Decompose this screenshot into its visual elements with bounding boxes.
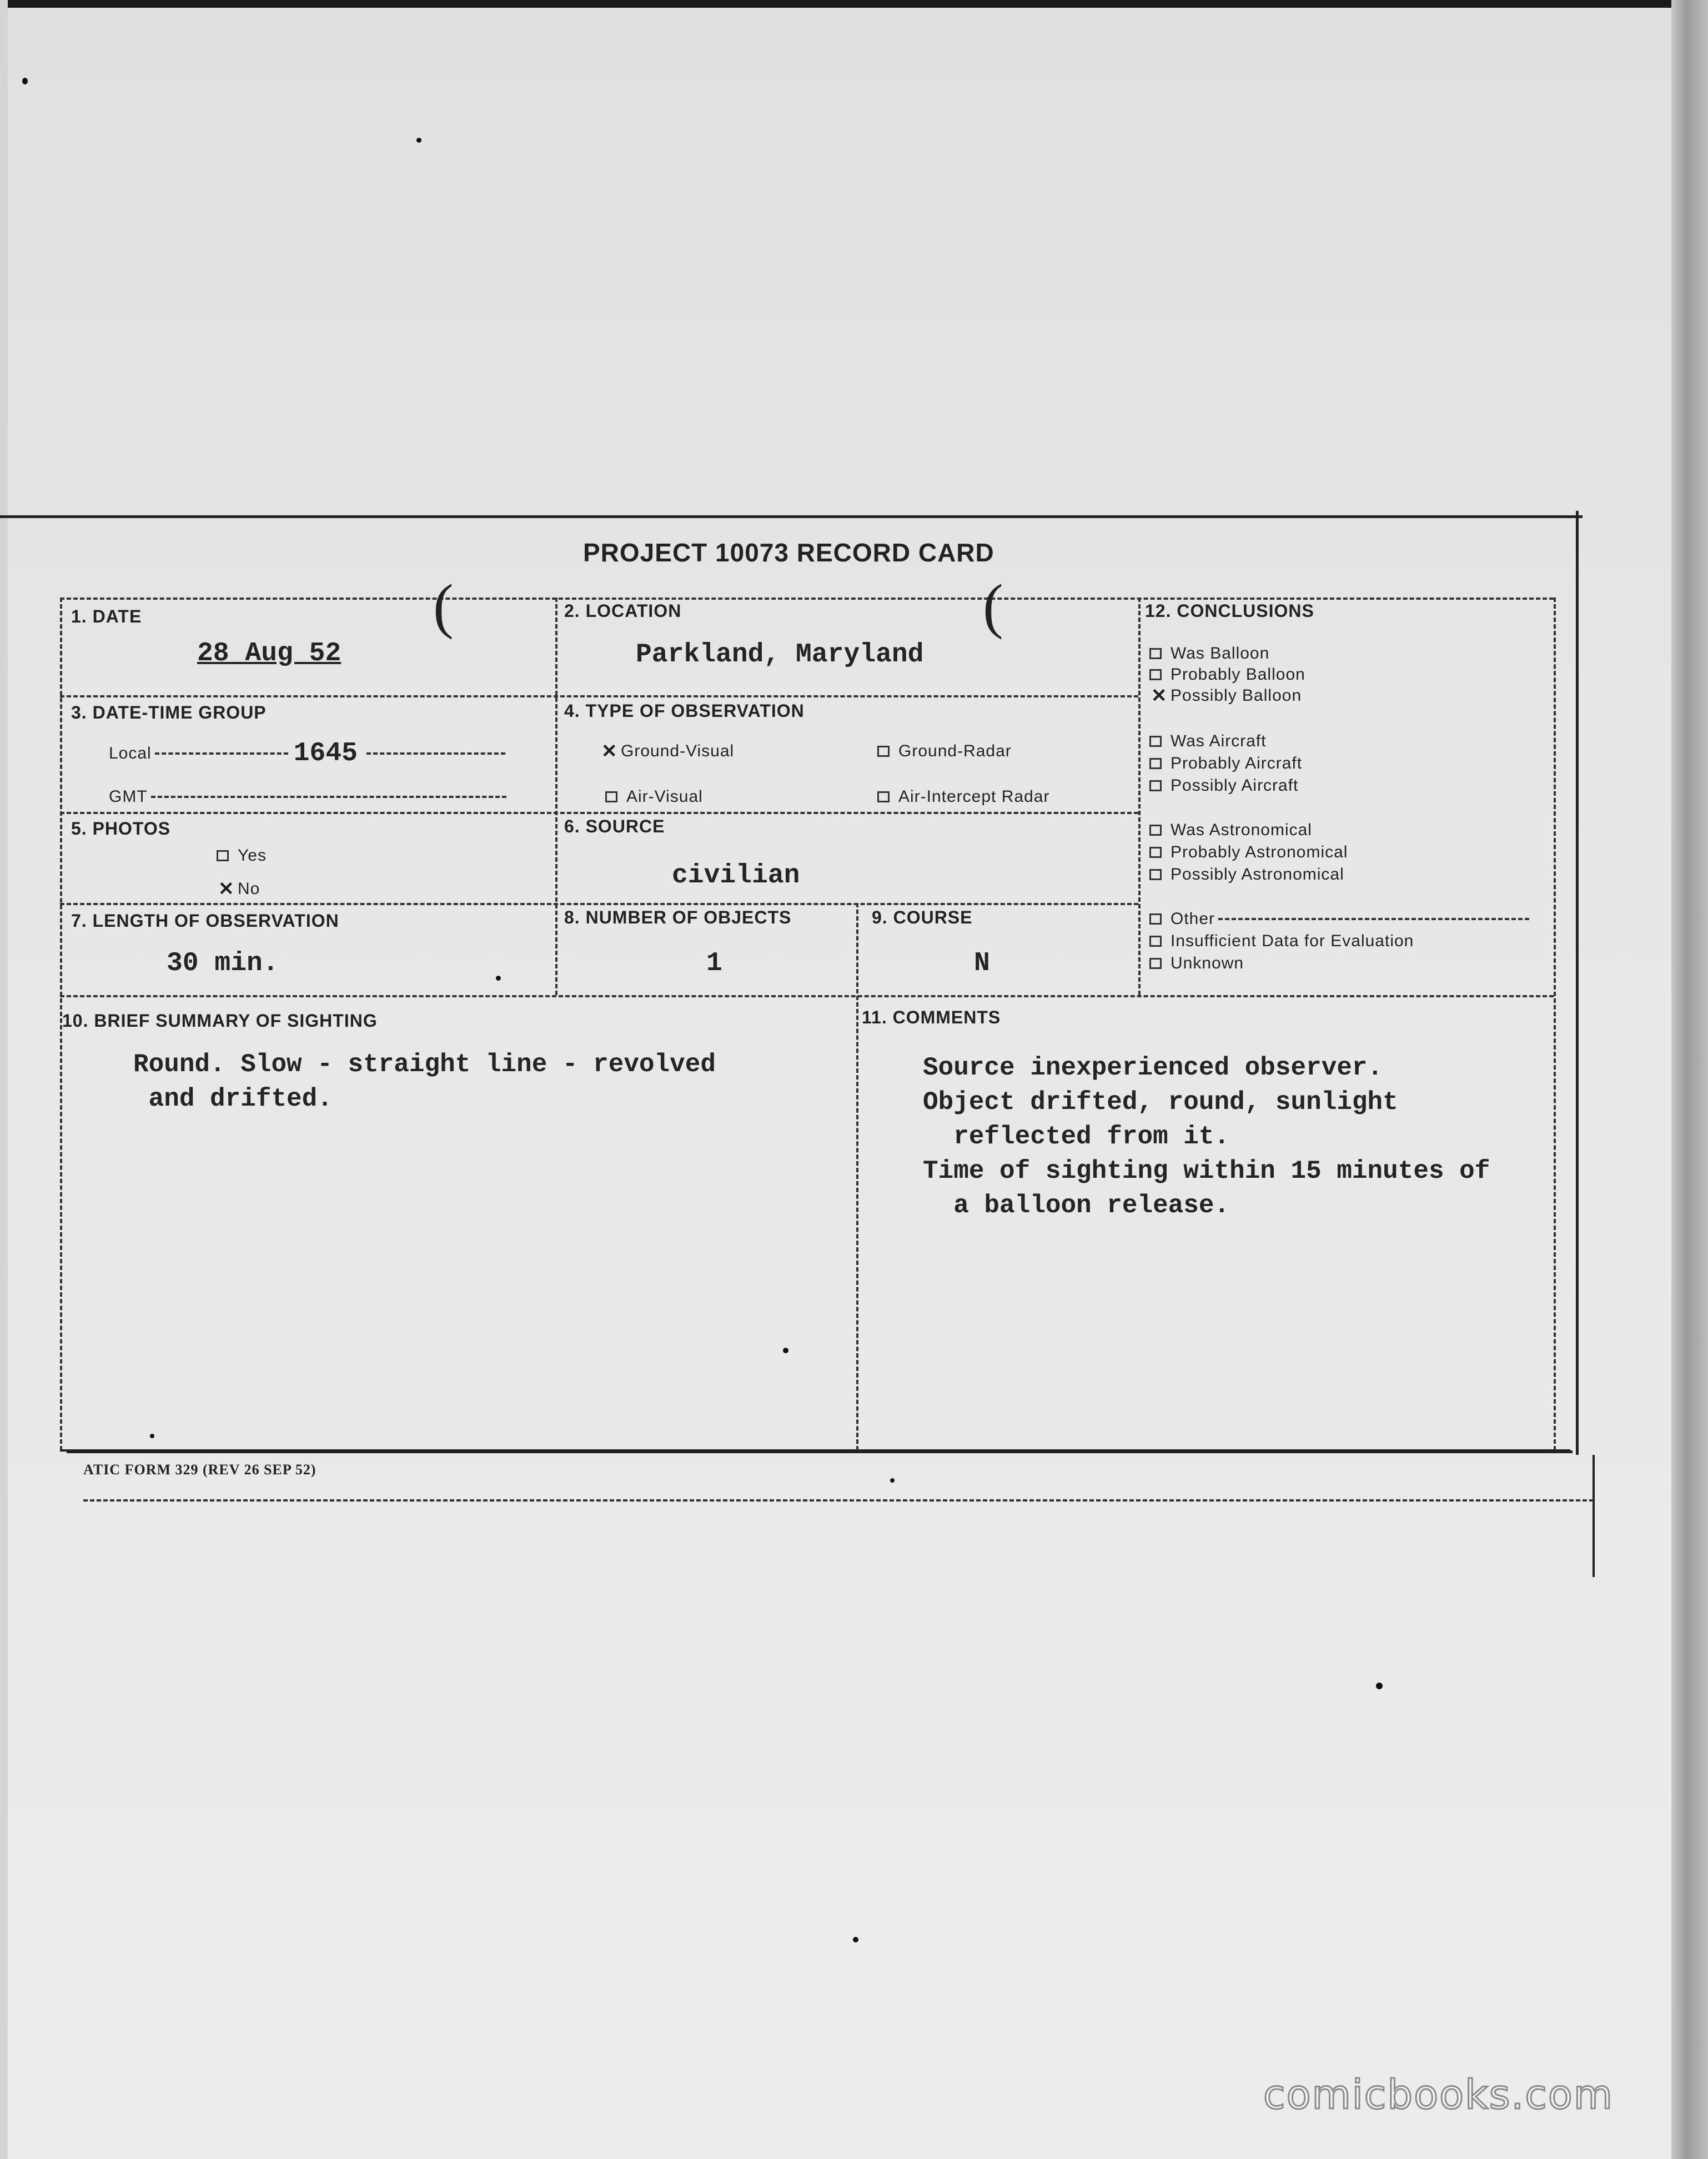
photos-option[interactable] [217,880,260,898]
comments-label: 11. COMMENTS [862,1007,1001,1027]
speck [783,1348,788,1353]
conclusion-option-label: Possibly Balloon [1171,686,1302,705]
grid-bottom [60,1449,1570,1452]
observation-option[interactable] [600,742,734,761]
location-label: 2. LOCATION [564,601,682,621]
checkbox-icon [1149,669,1162,680]
comments-text [923,1051,1490,1223]
date-time-group-label: 3. DATE-TIME GROUP [71,702,267,722]
form-id: ATIC FORM 329 (REV 26 SEP 52) [83,1462,317,1478]
checkbox-icon [1149,780,1162,791]
conclusion-option[interactable] [1149,686,1302,705]
conclusion-option-label: Probably Astronomical [1171,843,1348,861]
checkbox-icon [1149,869,1162,880]
conclusions-label: 12. CONCLUSIONS [1145,601,1314,621]
grid-divider-a [555,598,557,995]
gmt-rule [151,796,506,798]
date-value: 28 Aug 52 [197,639,341,669]
observation-type-label: 4. TYPE OF OBSERVATION [564,701,805,721]
observation-option[interactable] [605,787,703,806]
summary-line: and drifted. [133,1084,333,1113]
conclusion-option-label: Was Balloon [1171,644,1270,662]
grid-row-3 [60,903,1138,905]
checkbox-checked-icon: ✕ [601,741,617,762]
source-label: 6. SOURCE [564,816,665,836]
grid-row-2 [60,812,1138,814]
conclusion-option[interactable] [1149,910,1529,928]
page-rule-lower [83,1499,1594,1502]
checkbox-icon [1149,847,1162,858]
checkbox-icon [1149,936,1162,947]
source-value: civilian [672,861,800,891]
conclusion-option[interactable] [1149,776,1298,795]
card-title: PROJECT 10073 RECORD CARD [583,538,994,567]
conclusion-option[interactable] [1149,843,1348,862]
scan-right-edge [1671,0,1708,2159]
observation-option-label: Ground-Visual [621,742,735,760]
grid-right [1554,598,1556,1450]
checkbox-checked-icon: ✕ [218,878,234,900]
checkbox-icon [1149,958,1162,969]
grid-top [60,598,1554,600]
photos-option-label: Yes [238,846,267,865]
observation-option-label: Air-Visual [626,787,703,806]
page-rule-right [1576,511,1579,1455]
conclusion-option[interactable] [1149,665,1305,684]
conclusion-option-label: Possibly Aircraft [1171,776,1299,795]
comments-line: Time of sighting within 15 minutes of [923,1157,1490,1186]
course-value: N [974,948,990,978]
observation-option[interactable] [877,742,1012,761]
observation-option[interactable] [877,787,1049,806]
watermark: comicbooks.com [1263,2071,1614,2118]
conclusion-option-label: Probably Aircraft [1171,754,1303,772]
conclusion-option-label: Was Astronomical [1171,821,1312,839]
grid-row-1 [60,695,1138,697]
bracket-mark: ( [983,572,1003,640]
checkbox-icon [877,746,890,757]
conclusion-option[interactable] [1149,865,1344,884]
objects-label: 8. NUMBER OF OBJECTS [564,907,792,927]
photos-option[interactable] [217,846,267,865]
checkbox-icon [1149,825,1162,836]
local-time-rule [155,752,288,755]
speck [853,1937,858,1942]
location-value: Parkland, Maryland [636,640,924,670]
photos-label: 5. PHOTOS [71,819,171,839]
scan-left-edge [0,0,8,2159]
local-time-rule [366,752,505,755]
speck [496,976,501,981]
checkbox-icon [1149,648,1162,659]
date-label: 1. DATE [71,606,142,626]
comments-line: a balloon release. [923,1191,1230,1220]
checkbox-icon [605,791,617,802]
other-rule [1218,918,1529,920]
checkbox-icon [1149,913,1162,925]
speck [150,1434,154,1438]
observation-option-label: Ground-Radar [898,742,1012,760]
speck [416,138,421,143]
conclusion-option-label: Possibly Astronomical [1171,865,1344,883]
conclusion-option[interactable] [1149,821,1312,840]
bracket-mark: ( [433,572,454,640]
grid-row-4 [60,995,1554,997]
speck [1376,1683,1383,1689]
observation-option-label: Air-Intercept Radar [898,787,1050,806]
length-value: 30 min. [167,948,279,978]
conclusion-option-label: Probably Balloon [1171,665,1305,684]
checkbox-icon [217,850,229,861]
local-time-label: Local [109,744,152,762]
page-rule-right-lower [1593,1455,1595,1577]
conclusion-option[interactable] [1149,954,1244,973]
gmt-label: GMT [109,787,148,806]
comments-line: Source inexperienced observer. [923,1053,1383,1082]
conclusion-option-label: Unknown [1171,954,1244,972]
conclusion-option-label: Insufficient Data for Evaluation [1171,932,1414,950]
length-label: 7. LENGTH OF OBSERVATION [71,911,339,931]
summary-line: Round. Slow - straight line - revolved [133,1050,716,1079]
grid-divider-c [856,903,858,1450]
page-rule-top [0,515,1583,518]
gmt-row [109,787,506,806]
summary-text [133,1047,716,1116]
summary-label: 10. BRIEF SUMMARY OF SIGHTING [62,1011,378,1031]
checkbox-icon [877,791,890,802]
local-time-row [109,739,505,769]
objects-value: 1 [706,948,722,978]
photos-option-label: No [238,880,260,898]
comments-line: Object drifted, round, sunlight [923,1088,1398,1117]
checkbox-icon [1149,758,1162,769]
comments-line: reflected from it. [923,1122,1230,1151]
checkbox-checked-icon: ✕ [1151,685,1167,706]
conclusion-option[interactable] [1149,732,1267,751]
conclusion-option[interactable] [1149,644,1269,663]
conclusion-option-label: Was Aircraft [1171,732,1267,750]
conclusion-option[interactable] [1149,754,1302,773]
scan-top-edge [0,0,1708,8]
grid-divider-b [1138,598,1141,995]
checkbox-icon [1149,736,1162,747]
conclusion-option-label: Other [1171,910,1215,928]
speck [890,1478,895,1483]
conclusion-option[interactable] [1149,932,1414,951]
speck [22,78,28,84]
course-label: 9. COURSE [872,907,973,927]
local-time-value: 1645 [293,739,358,769]
